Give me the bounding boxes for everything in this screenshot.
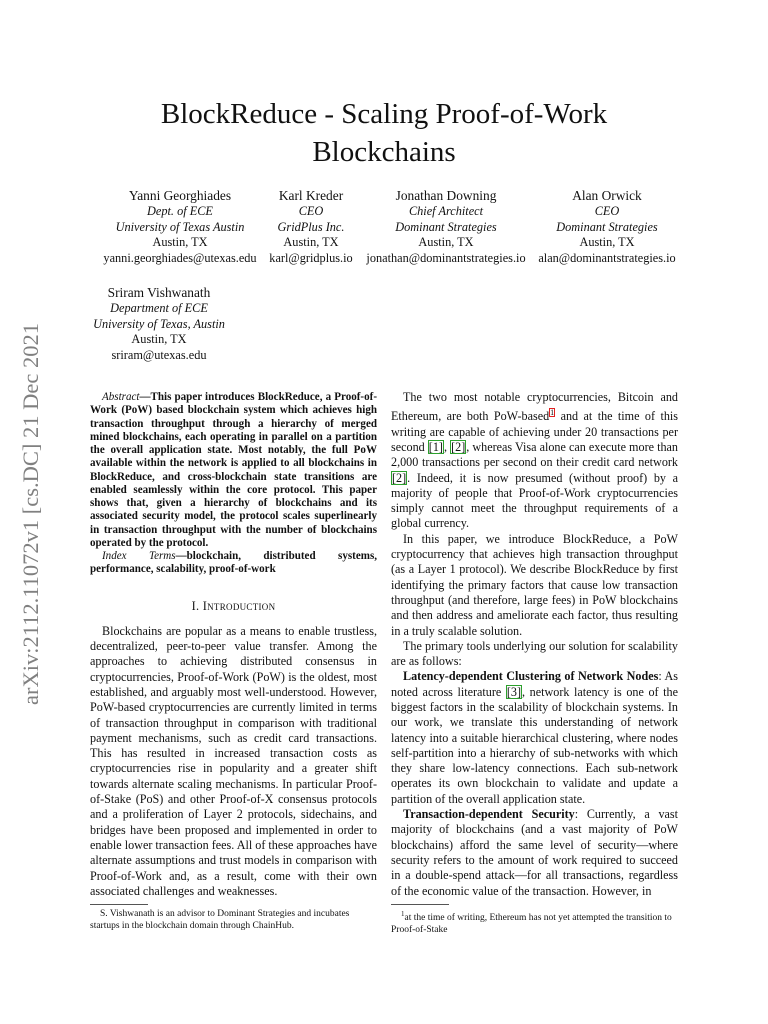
author-dept: CEO: [298, 204, 324, 219]
author-city: Austin, TX: [152, 235, 208, 250]
footnote-ref[interactable]: 1: [550, 408, 555, 418]
title-line-1: BlockReduce - Scaling Proof-of-Work: [160, 98, 608, 130]
author-block-5: [93, 285, 225, 363]
right-paragraph-5: Transaction-dependent Security: Currently, a vast majority of blockchains (and a vast majority of PoW blockchains) afford the same level of security—where security refers to the amount of work required to succeed in a double-spend attack—for all transactions, regardless of the economic value of the transaction. However, in: [391, 807, 678, 898]
footnote-right: [391, 909, 681, 936]
index-terms-label: Index Terms: [102, 550, 176, 562]
author-email: alan@dominantstrategies.io: [538, 250, 676, 265]
right-paragraph-4: Latency-dependent Clustering of Network Nodes: As noted across literature [3], network latency is one of the biggest factors in the scalability of blockchain systems. In our work, we translate this understanding of network latency into a suitable hierarchical clustering, where nodes self-partition into a hierarchy of sub-networks with which they share low-latency connections. Each sub-network operates its own blockchain to validate and update a partition of the overall application state.: [391, 669, 679, 806]
citation-link[interactable]: [3]: [506, 684, 522, 699]
author-institution: GridPlus Inc.: [277, 219, 345, 234]
author-block-1: [103, 188, 256, 266]
section-title: Introduction: [202, 598, 276, 613]
right-column: [391, 390, 678, 899]
author-institution: University of Texas Austin: [115, 219, 245, 234]
author-dept: Chief Architect: [408, 204, 484, 219]
footnote-mark: 1: [401, 910, 405, 918]
author-email: karl@gridplus.io: [269, 250, 353, 265]
index-terms-text: —blockchain, distributed systems, performance, scalability, proof-of-work: [90, 550, 377, 576]
section-number: I.: [191, 598, 203, 613]
citation-link[interactable]: [2]: [451, 439, 466, 454]
intro-paragraph-1: Blockchains are popular as a means to enable trustless, decentralized, peer-to-peer value transfer. Among the approaches to achieving distributed consensus in cryptocurrencies, Proof-of-Work (PoW) is the oldest, most established, and arguably most well-understood. However, PoW-based cryptocurrencies are currently limited in terms of transaction throughput in comparison with traditional payment mechanisms, such as credit card transactions. This has resulted in increased transaction costs as cryptocurrencies rise in popularity and a greater shift towards alternate scaling mechanisms. In particular Proof-of-Stake (PoS) and other Proof-of-X consensus protocols and a proliferation of Layer 2 protocols, sidechains, and bridges have been proposed and implemented in order to enable lower transaction fees. All of these approaches have alternate assumptions and trust models in comparison with Proof-of-Work and, as a result, come with their own associated challenges and weaknesses.: [90, 623, 377, 898]
author-email: sriram@utexas.edu: [111, 347, 207, 362]
footnote-text: at the time of writing, Ethereum has not yet attempted the transition to Proof-of-Stake: [391, 913, 672, 935]
author-city: Austin, TX: [131, 332, 187, 347]
abstract: [90, 391, 377, 550]
abstract-text: —This paper introduces BlockReduce, a Proof-of-Work (PoW) based blockchain system which achieves high transaction throughput through a hierarchy of merged mined blockchains, each operating in parallel on a partition the overall application state. Most notably, the full PoW available within the network is applied to all blockchains in BlockReduce, and cross-blockchain state transitions are enabled seamlessly within the core protocol. This paper shows that, given a hierarchy of blockchains and its associated security model, the protocol scales superlinearly in transaction throughput with the number of blockchains operated by the protocol.: [90, 391, 377, 549]
author-name: Jonathan Downing: [395, 188, 497, 203]
right-paragraph-3: The primary tools underlying our solution for scalability are as follows:: [391, 638, 678, 669]
author-name: Karl Kreder: [278, 188, 344, 203]
footnote-rule-right: [391, 904, 449, 905]
title-line-2: Blockchains: [312, 136, 456, 168]
footnote-rule-left: [90, 904, 148, 905]
citation-link[interactable]: [2]: [392, 470, 407, 485]
author-city: Austin, TX: [283, 235, 339, 250]
author-institution: University of Texas, Austin: [93, 316, 225, 331]
abstract-label: Abstract: [102, 391, 140, 403]
author-block-2: [269, 188, 352, 266]
footnote-left: S. Vishwanath is an advisor to Dominant Strategies and incubates startups in the blockchain domain through ChainHub.: [90, 909, 350, 931]
author-name: Yanni Georghiades: [128, 188, 232, 203]
citation-link[interactable]: [1]: [428, 439, 443, 454]
author-dept: Dept. of ECE: [147, 204, 213, 219]
left-column: [90, 391, 377, 899]
author-dept: CEO: [594, 204, 620, 219]
author-name: Sriram Vishwanath: [107, 285, 211, 300]
author-city: Austin, TX: [418, 235, 474, 250]
paper-title: [0, 95, 768, 171]
paragraph-heading: Latency-dependent Clustering of Network Nodes: [403, 669, 659, 684]
section-heading: [90, 599, 377, 614]
author-email: yanni.georghiades@utexas.edu: [103, 250, 257, 265]
right-paragraph-2: In this paper, we introduce BlockReduce, a PoW cryptocurrency that achieves high transaction throughput (as a Layer 1 protocol). We describe BlockReduce by first identifying the primary factors that cause low transaction throughput (and therefore, large fees) in PoW blockchains and then address and ameliorate each factor, thus resulting in a truly scalable solution.: [391, 531, 678, 638]
author-name: Alan Orwick: [572, 188, 642, 203]
author-city: Austin, TX: [579, 235, 635, 250]
right-paragraph-1: The two most notable cryptocurrencies, Bitcoin and Ethereum, are both PoW-based$^1$ and at the time of this writing are capable of achieving under 20 transactions per second [1], [2], whereas Visa alone can execute more than 2,000 transactions per second on their credit card network [2]. Indeed, it is now presumed (without proof) by a majority of people that Proof-of-Work cryptocurrencies simply cannot meet the throughput requirements of a global currency.: [391, 390, 678, 531]
author-institution: Dominant Strategies: [395, 219, 497, 234]
author-institution: Dominant Strategies: [556, 219, 658, 234]
index-terms: [90, 550, 377, 577]
author-block-4: [538, 188, 675, 266]
author-email: jonathan@dominantstrategies.io: [366, 250, 526, 265]
author-dept: Department of ECE: [110, 301, 208, 316]
arxiv-identifier: arXiv:2112.11072v1 [cs.DC] 21 Dec 2021: [18, 322, 43, 705]
author-block-3: [366, 188, 525, 266]
paragraph-heading: Transaction-dependent Security: [403, 807, 575, 822]
